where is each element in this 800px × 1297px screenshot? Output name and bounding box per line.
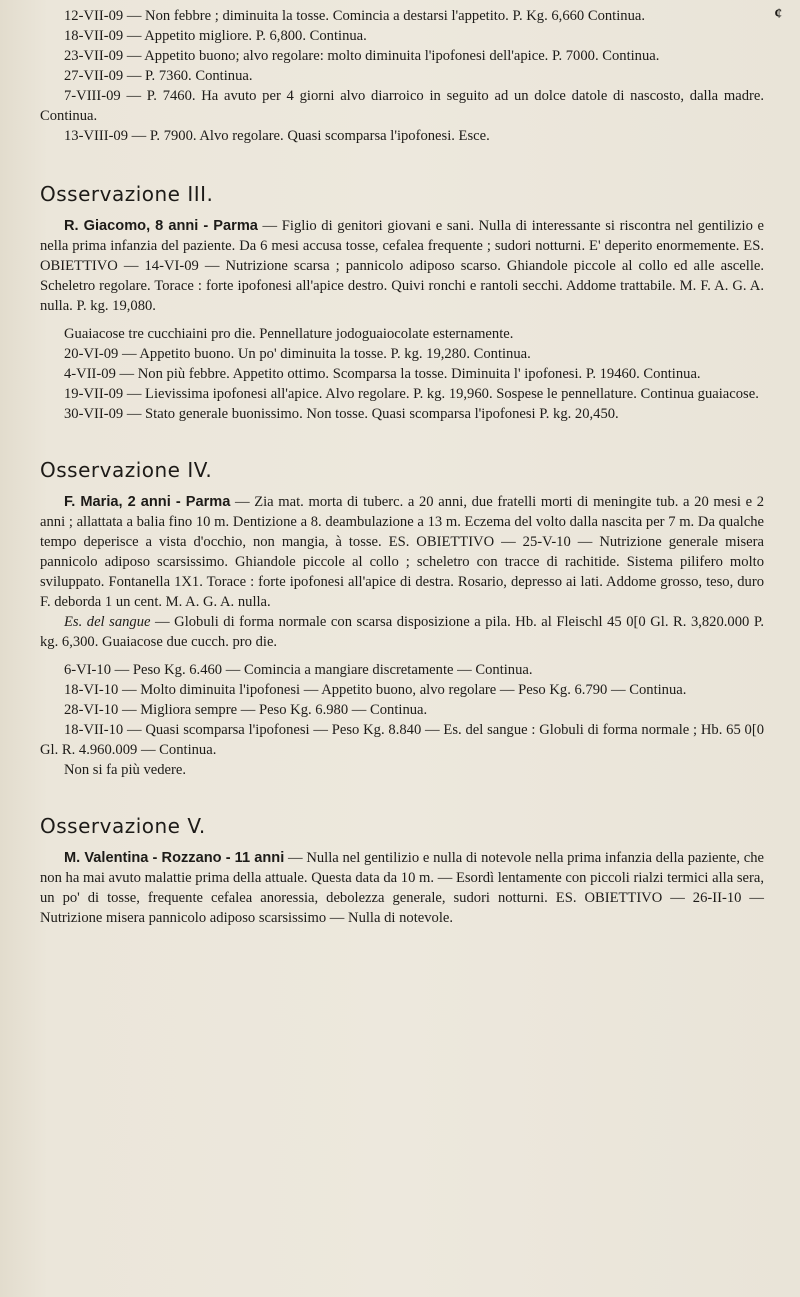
entry-line: 18-VII-09 — Appetito migliore. P. 6,800. Continua.	[64, 28, 367, 44]
entry-line: 20-VI-09 — Appetito buono. Un po' diminuita la tosse. P. kg. 19,280. Continua.	[64, 346, 531, 362]
case-intro-text: — Nulla nel gentilizio e nulla di notevole nella prima infanzia della paziente, che non ha mai avuto malattie prima della attuale. Questa data da 10 m. — Esordì lentamente con piccoli rialzi termici alla sera, un po' di tosse, frequente cefalea anoressia, debolezza generale, sudori notturni. ES. OBIETTIVO — 26-II-10 — Nutrizione misera pannicolo adiposo scarsissimo — Nulla di notevole.	[40, 850, 764, 926]
entry-line: Guaiacose tre cucchiaini pro die. Pennellature jodoguaiocolate esternamente.	[64, 326, 514, 342]
blood-exam-text: — Globuli di forma normale con scarsa disposizione a pila. Hb. al Fleischl 45 0[0 Gl. R. 3,820.000 P. kg. 6,300. Guaiacose due cucch. pro die.	[40, 614, 764, 650]
entry-line: 30-VII-09 — Stato generale buonissimo. Non tosse. Quasi scomparsa l'ipofonesi P. kg. 20,450.	[64, 406, 619, 422]
case-intro	[40, 848, 764, 928]
section-heading: Osservazione V.	[40, 814, 206, 838]
blood-exam	[40, 612, 764, 652]
blood-exam-label: Es. del sangue	[64, 614, 151, 630]
entry-line: 27-VII-09 — P. 7360. Continua.	[64, 68, 253, 84]
section-heading: Osservazione III.	[40, 182, 214, 206]
patient-name: M. Valentina - Rozzano - 11 anni	[64, 850, 285, 866]
entry-line: 18-VI-10 — Molto diminuita l'ipofonesi — Appetito buono, alvo regolare — Peso Kg. 6.790 — Continua.	[64, 682, 687, 698]
entry-line: 23-VII-09 — Appetito buono; alvo regolare: molto diminuita l'ipofonesi dell'apice. P. 7000. Continua.	[64, 48, 660, 64]
case-intro	[40, 492, 764, 612]
entry-line: 18-VII-10 — Quasi scomparsa l'ipofonesi — Peso Kg. 8.840 — Es. del sangue : Globuli di forma normale ; Hb. 65 0[0 Gl. R. 4.960.009 — Continua.	[40, 722, 764, 758]
patient-name: R. Giacomo, 8 anni - Parma	[64, 218, 258, 234]
corner-mark: ¢	[774, 6, 782, 22]
entry-line: 13-VIII-09 — P. 7900. Alvo regolare. Quasi scomparsa l'ipofonesi. Esce.	[64, 128, 490, 144]
continuation-section	[40, 6, 764, 146]
observation-3	[40, 182, 764, 424]
observation-4	[40, 458, 764, 780]
case-intro-text: — Zia mat. morta di tuberc. a 20 anni, due fratelli morti di meningite tub. a 20 mesi e 2 anni ; allattata a balia fino 10 m. Dentizione a 8. deambulazione a 13 m. Eczema del volto dalla nascita per 7 m. Da qualche tempo deperisce a vista d'occhio, non mangia, à tosse. ES. OBIETTIVO — 25-V-10 — Nutrizione generale misera pannicolo adiposo scarsissimo. Ghiandole piccole al collo ; scheletro con tracce di rachitide. Sistema pilifero molto sviluppato. Fontanella 1X1. Torace : forte ipofonesi all'apice di destra. Rosario, depresso ai lati. Addome grosso, teso, duro F. deborda 1 un cent. M. A. G. A. nulla.	[40, 494, 764, 610]
entry-line: 28-VI-10 — Migliora sempre — Peso Kg. 6.980 — Continua.	[64, 702, 428, 718]
entry-line: Non si fa più vedere.	[64, 762, 186, 778]
observation-5	[40, 814, 764, 928]
entry-line: 4-VII-09 — Non più febbre. Appetito ottimo. Scomparsa la tosse. Diminuita l' ipofonesi. P. 19460. Continua.	[64, 366, 701, 382]
entry-line: 7-VIII-09 — P. 7460. Ha avuto per 4 giorni alvo diarroico in seguito ad un dolce datole di nascosto, dalla madre. Continua.	[40, 88, 764, 124]
entry-line: 6-VI-10 — Peso Kg. 6.460 — Comincia a mangiare discretamente — Continua.	[64, 662, 533, 678]
section-heading: Osservazione IV.	[40, 458, 213, 482]
case-intro	[40, 216, 764, 316]
entry-line: 12-VII-09 — Non febbre ; diminuita la tosse. Comincia a destarsi l'appetito. P. Kg. 6,660 Continua.	[64, 8, 646, 24]
case-intro-text: — Figlio di genitori giovani e sani. Nulla di interessante si riscontra nel gentilizio e nella prima infanzia del paziente. Da 6 mesi accusa tosse, cefalea frequente ; sudori notturni. E' deperito enormemente. ES. OBIETTIVO — 14-VI-09 — Nutrizione scarsa ; pannicolo adiposo scarso. Ghiandole piccole al collo ed alle ascelle. Scheletro regolare. Torace : forte ipofonesi all'apice destro. Quivi ronchi e rantoli secchi. Addome trattabile. M. F. A. G. A. nulla. P. kg. 19,080.	[40, 218, 764, 314]
patient-name: F. Maria, 2 anni - Parma	[64, 494, 231, 510]
entry-line: 19-VII-09 — Lievissima ipofonesi all'apice. Alvo regolare. P. kg. 19,960. Sospese le pennellature. Continua guaiacose.	[64, 386, 759, 402]
